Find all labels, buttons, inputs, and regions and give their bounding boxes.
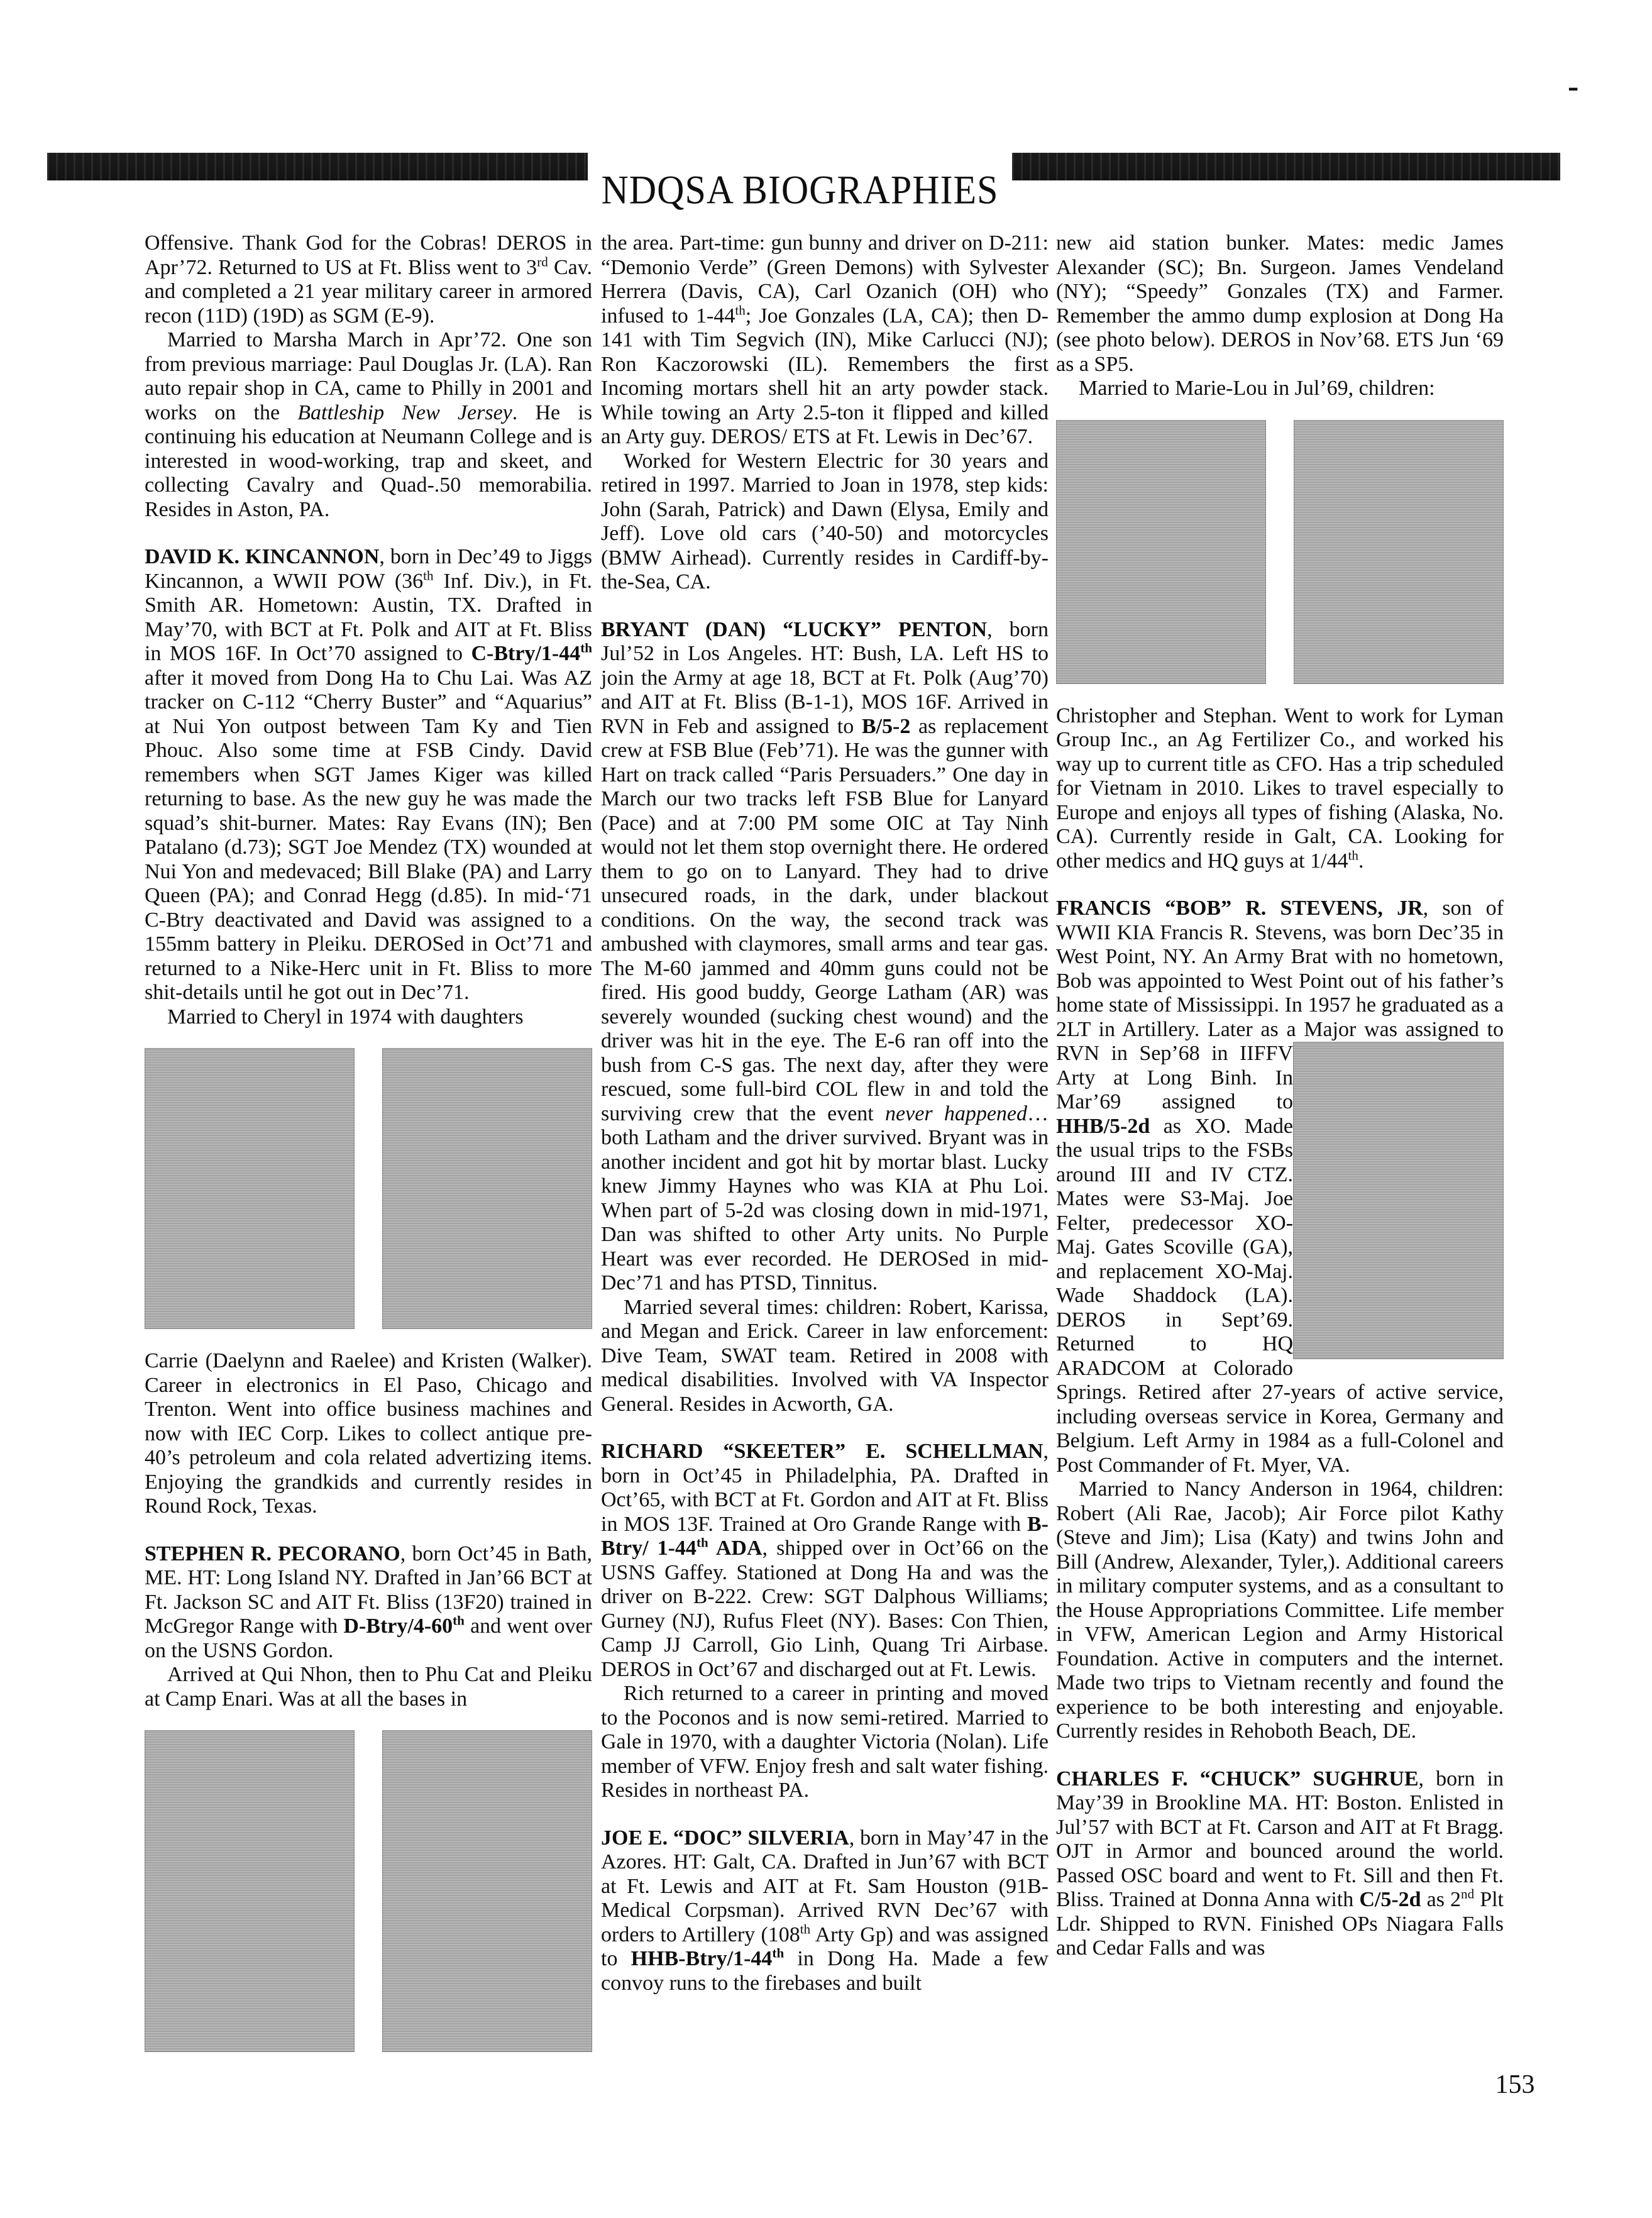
bio-stephen-pecorano xyxy=(145,1542,592,1664)
francis-stevens-photo xyxy=(1293,1042,1504,1359)
text-run: as replacement crew at FSB Blue (Feb’71). He was the gunner with Hart on track called “Paris Persuaders.” One day in March our two tracks left FSB Blue for Lanyard (Pace) and at 7:00 PM some OIC at Tay Ninh would not let them stop overnight there. He ordered them to go on to Lanyard. They had to drive unsecured roads, in the dark, under blackout conditions. On the way, the second track was ambushed with claymores, small arms and tear gas. The M-60 jammed and 40mm guns could not be fired. His good buddy, George Latham (AR) was severely wounded (sucking chest wound) and the driver was hit in the eye. The E-6 ran off into the bush from C-S gas. The next day, after they were rescued, some full-bird COL flew in and told the surviving crew that the event xyxy=(601,714,1049,1125)
text-run: rd xyxy=(537,254,548,270)
text-run: Worked for Western Electric for 30 years and retired in 1997. Married to Joan in 1978, step kids: John (Sarah, Patrick) and Dawn (Elysa, Emily and Jeff). Love old cars (’40-50) and motorcycles (BMW Airhead). Currently resides in Cardiff-by-the-Sea, CA. xyxy=(601,449,1049,593)
text-run: never happened xyxy=(885,1101,1028,1125)
stephen-pecorano-photo-young xyxy=(145,1730,355,2052)
text-run: Offensive. Thank God for the Cobras! DEROS in Apr’72. Returned to US at Ft. Bliss went to 3 xyxy=(145,231,592,279)
bio-pecorano-continuation xyxy=(601,231,1049,450)
text-run: th xyxy=(800,1921,811,1937)
text-run: , born in May’47 in the Azores. HT: Galt, CA. Drafted in Jun’67 with BCT at Ft. Lewis and AIT at Ft. Sam Houston (91B- Medical Corpsman). Arrived RVN Dec’67 with orders to Artillery (108 xyxy=(601,1826,1049,1946)
text-run: CHARLES F. “CHUCK” SUGHRUE xyxy=(1056,1767,1419,1790)
text-run: Carrie (Daelynn and Raelee) and Kristen (Walker). Career in electronics in El Paso, Chicago and Trenton. Went into office business machines and now with IEC Corp. Likes to collect antique pre-40’s petroleum and cola related advertizing items. Enjoying the grandkids and currently resides in Round Rock, Texas. xyxy=(145,1349,592,1518)
text-run: as XO. Made the usual trips to the FSBs around III and IV CTZ. Mates were S3-Maj. Joe Felter, predecessor XO-Maj. Gates Scoville (GA), and replacement XO-Maj. Wade Shaddock (LA). DEROS in Sept’69. Returned to HQ ARADCOM at Colorado Springs. Retired after 27-years of active service, including overseas service in Korea, Germany and Belgium. Left Army in 1984 as a full-Colonel and Post Commander of Ft. Myer, VA. xyxy=(1056,1114,1504,1477)
text-run: Married to Marie-Lou in Jul’69, children: xyxy=(1079,377,1435,400)
bio-francis-stevens xyxy=(1056,897,1504,1477)
text-run: HHB-Btry/1-44 xyxy=(631,1947,773,1970)
text-run: Arty at Long Binh. In Mar’69 assigned to xyxy=(1056,1066,1293,1113)
text-run: new aid station bunker. Mates: medic James Alexander (SC); Bn. Surgeon. James Vendeland (NY); “Speedy” Gonzales (TX) and Farmer. Remember the ammo dump explosion at Dong Ha (see photo below). DEROS in Nov’68. ETS Jun ‘69 as a SP5. xyxy=(1056,231,1504,376)
text-run: ADA xyxy=(708,1537,763,1560)
header-bar-right-icon xyxy=(1012,153,1560,180)
text-run: , born in Oct’45 in Philadelphia, PA. Drafted in Oct’65, with BCT at Ft. Gordon and AIT at Ft. Bliss in MOS 13F. Trained at Oro Grande Range with xyxy=(601,1440,1049,1536)
bio-schellman-career xyxy=(601,1682,1049,1803)
bio-silveria-family-lead xyxy=(1056,377,1504,401)
text-run: after it moved from Dong Ha to Chu Lai. Was AZ tracker on C-112 “Cherry Buster” and “Aquarius” at Nui Yon outpost between Tam Ky and Tien Phouc. Also some time at FSB Cindy. David remembers when SGT James Kiger was killed returning to base. As the new guy he was made the squad’s shit-burner. Mates: Ray Evans (IN); Ben Patalano (d.73); SGT Joe Mendez (TX) wounded at Nui Yon and medevaced; Bill Blake (PA) and Larry Queen (PA); and Conrad Hegg (d.85). In mid-‘71 C-Btry deactivated and David was assigned to a 155mm battery in Pleiku. DEROSed in Oct’71 and returned to a Nike-Herc unit in Ft. Bliss to more shit-details until he got out in Dec’71. xyxy=(145,666,592,1004)
column-2 xyxy=(601,231,1049,1995)
column-3 xyxy=(1056,231,1504,1961)
bio-pecorano-career xyxy=(601,450,1049,595)
text-run: , shipped over in Oct’66 on the USNS Gaffey. Stationed at Dong Ha and was the driver on B-222. Crew: SGT Dalphous Williams; Gurney (NJ), Rufus Fleet (NY). Bases: Con Thien, Camp JJ Carroll, Gio Linh, Quang Tri Airbase. DEROS in Oct’67 and discharged out at Ft. Lewis. xyxy=(601,1537,1049,1681)
david-kincannon-photo-young xyxy=(145,1048,355,1329)
text-run: . xyxy=(1358,849,1364,873)
text-run: Married to Nancy Anderson in 1964, children: Robert (Ali Rae, Jacob); Air Force pilot Kathy (Steve and Jim); Lisa (Katy) and twins John and Bill (Andrew, Alexander, Tyler,). Additional careers in military computer systems, and as a consultant to the House Appropriations Committee. Life member in VFW, American Legion and Army Historical Foundation. Active in computers and the internet. Made two trips to Vietnam recently and found the experience to be both interesting and enjoyable. Currently resides in Rehoboth Beach, DE. xyxy=(1056,1477,1504,1743)
text-run: th xyxy=(735,302,746,318)
text-run: , born Jul’52 in Los Angeles. HT: Bush, LA. Left HS to join the Army at age 18, BCT at Ft. Polk (Aug’70) and AIT at Ft. Bliss (B-1-1), MOS 16F. Arrived in RVN in Feb and assigned to xyxy=(601,617,1049,738)
kincannon-photo-row xyxy=(145,1048,592,1329)
text-run: , son of WWII KIA Francis R. Stevens, was born Dec’35 in West Point, NY. An Army Brat with no hometown, Bob was appointed to West Point out of his father’s home state of Mississippi. In 1957 he graduated as a 2LT in Artillery. Later as a Major was assigned to RVN in Sep’68 in IIFFV xyxy=(1056,897,1504,1065)
text-run: as 2 xyxy=(1421,1888,1462,1911)
pecorano-photo-row xyxy=(145,1730,592,2052)
text-run: Married to Cheryl in 1974 with daughters xyxy=(167,1005,524,1029)
text-run: ; Joe Gonzales (LA, CA); then D-141 with Tim Segvich (IN), Mike Carlucci (NJ); Ron Kaczorowski (IL). Remembers the first Incoming mortars shell hit an arty powder stack. While towing an Arty 2.5-ton it flipped and killed an Arty guy. DEROS/ ETS at Ft. Lewis in Dec’67. xyxy=(601,304,1049,448)
text-run: …both Latham and the driver survived. Bryant was in another incident and got hit by mortar blast. Lucky knew Jimmy Haynes who was KIA at Phu Loi. When part of 5-2d was closing down in mid-1971, Dan was shifted to other Arty units. No Purple Heart was ever recorded. He DEROSed in mid-Dec’71 and has PTSD, Tinnitus. xyxy=(601,1101,1049,1294)
bio-kincannon-family xyxy=(145,1349,592,1519)
bio-richard-schellman xyxy=(601,1440,1049,1682)
bio-stevens-family xyxy=(1056,1477,1504,1744)
text-run: Cav. and completed a 21 year military career in armored recon (11D) (19D) as SGM (E-9). xyxy=(145,255,593,328)
text-run: HHB/5-2d xyxy=(1056,1114,1150,1138)
text-run: th xyxy=(580,640,592,656)
text-run: Rich returned to a career in printing and moved to the Poconos and is now semi-retired. Married to Gale in 1970, with a daughter Victoria (Nolan). Life member of VFW. Enjoy fresh and salt water fishing. Resides in northeast PA. xyxy=(601,1682,1049,1802)
text-run: th xyxy=(453,1613,465,1628)
silveria-photo-row xyxy=(1056,420,1504,684)
bio-offensive-continuation xyxy=(145,231,592,328)
text-run: th xyxy=(1348,847,1358,863)
bio-bryant-penton xyxy=(601,618,1049,1296)
text-run: Inf. Div.), in Ft. Smith AR. Hometown: Austin, TX. Drafted in May’70, with BCT at Ft. Polk and AIT at Ft. Bliss in MOS 16F. In Oct’70 assigned to xyxy=(145,569,592,665)
text-run: th xyxy=(423,568,434,583)
bio-pecorano-arrival xyxy=(145,1663,592,1711)
text-run: th xyxy=(696,1535,708,1550)
text-run: BRYANT (DAN) “LUCKY” PENTON xyxy=(601,617,988,641)
text-run: STEPHEN R. PECORANO xyxy=(145,1542,400,1565)
header-bar-left-icon xyxy=(47,153,588,180)
text-run: Married several times: children: Robert, Karissa, and Megan and Erick. Career in law enforcement: Dive Team, SWAT team. Retired in 2008 with medical disabilities. Involved with VA Inspector General. Resides in Acworth, GA. xyxy=(601,1295,1049,1416)
bio-penton-family xyxy=(601,1296,1049,1417)
joe-silveria-photo-vietnam xyxy=(1056,420,1266,684)
text-run: C-Btry/1-44 xyxy=(471,642,581,665)
text-run: in Dong Ha. Made a few convoy runs to the firebases and built xyxy=(601,1947,1049,1995)
bio-kincannon-family-lead xyxy=(145,1005,592,1030)
text-run: JOE E. “DOC” SILVERIA xyxy=(601,1826,849,1850)
david-kincannon-photo-recent xyxy=(382,1048,592,1329)
text-run: the area. Part-time: gun bunny and driver on D-211: “Demonio Verde” (Green Demons) with Sylvester Herrera (Davis, CA), Carl Ozanich (OH) who infused to 1-44 xyxy=(601,231,1049,328)
bio-david-kincannon xyxy=(145,545,592,1005)
text-run: Christopher and Stephan. Went to work for Lyman Group Inc., an Ag Fertilizer Co., and worked his way up to current title as CFO. Has a trip scheduled for Vietnam in 2010. Likes to travel especially to Europe and enjoys all types of fishing (Alaska, No. CA). Currently reside in Galt, CA. Looking for other medics and HQ guys at 1/44 xyxy=(1056,703,1504,873)
text-run: , born in Dec’49 to Jiggs Kincannon, a WWII POW (36 xyxy=(145,545,592,593)
bio-silveria-continuation xyxy=(1056,231,1504,377)
text-run: RICHARD “SKEETER” E. SCHELLMAN xyxy=(601,1440,1044,1463)
text-run: DAVID K. KINCANNON xyxy=(145,545,380,568)
text-run: nd xyxy=(1461,1886,1475,1902)
text-run: Battleship New Jersey xyxy=(297,400,512,424)
text-run: Plt Ldr. Shipped to RVN. Finished OPs Niagara Falls and Cedar Falls and was xyxy=(1056,1888,1504,1960)
joe-silveria-photo-recent xyxy=(1294,420,1504,684)
text-run: D-Btry/4-60 xyxy=(343,1614,453,1638)
page-number: 153 xyxy=(1495,2070,1535,2099)
text-run: B/5-2 xyxy=(861,714,911,738)
text-run: Arty Gp) and was assigned to xyxy=(601,1923,1049,1970)
text-run: B-Btry/ 1-44 xyxy=(601,1512,1049,1560)
bio-offensive-family xyxy=(145,328,592,522)
text-run: , born Oct’45 in Bath, ME. HT: Long Island NY. Drafted in Jan’66 BCT at Ft. Jackson SC and AIT Ft. Bliss (13F20) trained in McGregor Range with xyxy=(145,1542,592,1638)
text-run: Arrived at Qui Nhon, then to Phu Cat and Pleiku at Camp Enari. Was at all the bases in xyxy=(145,1663,592,1711)
text-run: , born in May’39 in Brookline MA. HT: Boston. Enlisted in Jul’57 with BCT at Ft. Carson and AIT at Ft Bragg. OJT in Armor and bounced around the world. Passed OSC board and went to Ft. Sill and then Ft. Bliss. Trained at Donna Anna with xyxy=(1056,1767,1504,1911)
bio-silveria-family xyxy=(1056,704,1504,874)
page-title: NDQSA BIOGRAPHIES xyxy=(601,167,999,212)
stephen-pecorano-photo-recent xyxy=(382,1730,592,2052)
bio-joe-silveria xyxy=(601,1826,1049,1996)
text-run: th xyxy=(772,1945,785,1961)
text-run: FRANCIS “BOB” R. STEVENS, JR xyxy=(1056,897,1423,920)
text-run: . He is continuing his education at Neumann College and is interested in wood-working, trap and skeet, and collecting Cavalry and Quad-.50 memorabilia. Resides in Aston, PA. xyxy=(145,400,592,521)
column-1 xyxy=(145,231,592,2072)
text-run: C/5-2d xyxy=(1359,1888,1421,1911)
corner-mark: - xyxy=(1568,69,1579,104)
text-run: and went over on the USNS Gordon. xyxy=(145,1614,592,1662)
bio-charles-sughrue xyxy=(1056,1767,1504,1961)
text-run: Married to Marsha March in Apr’72. One son from previous marriage: Paul Douglas Jr. (LA). Ran auto repair shop in CA, came to Philly in 2001 and works on the xyxy=(145,328,592,424)
